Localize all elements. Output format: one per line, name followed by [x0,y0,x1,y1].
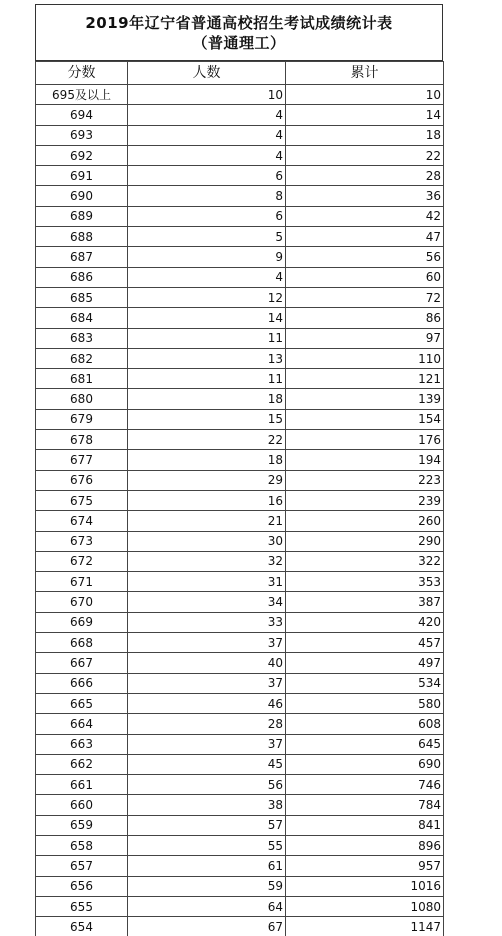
cell-score: 668 [36,633,128,653]
table-row [36,876,444,896]
table-row [36,693,444,713]
table-row [36,470,444,490]
score-table [35,61,444,936]
cell-cumulative: 14 [286,105,444,125]
cell-count: 29 [128,470,286,490]
cell-cumulative: 47 [286,227,444,247]
table-row [36,389,444,409]
cell-count: 56 [128,775,286,795]
table-row [36,531,444,551]
cell-score: 695及以上 [36,85,128,105]
cell-score: 654 [36,917,128,936]
cell-cumulative: 457 [286,633,444,653]
cell-score: 667 [36,653,128,673]
cell-score: 660 [36,795,128,815]
cell-score: 671 [36,572,128,592]
cell-cumulative: 896 [286,835,444,855]
cell-score: 661 [36,775,128,795]
cell-count: 38 [128,795,286,815]
cell-count: 37 [128,673,286,693]
cell-count: 11 [128,328,286,348]
cell-count: 46 [128,693,286,713]
table-row [36,856,444,876]
table-row [36,267,444,287]
cell-cumulative: 22 [286,145,444,165]
cell-count: 64 [128,896,286,916]
table-row [36,592,444,612]
cell-count: 9 [128,247,286,267]
cell-score: 690 [36,186,128,206]
table-row [36,125,444,145]
cell-score: 669 [36,612,128,632]
cell-count: 32 [128,551,286,571]
cell-cumulative: 353 [286,572,444,592]
cell-cumulative: 497 [286,653,444,673]
cell-cumulative: 110 [286,348,444,368]
cell-count: 4 [128,267,286,287]
table-row [36,450,444,470]
table-row [36,815,444,835]
cell-count: 21 [128,511,286,531]
table-row [36,430,444,450]
cell-count: 45 [128,754,286,774]
cell-cumulative: 10 [286,85,444,105]
page-subtitle: （普通理工） [192,33,285,53]
table-row [36,308,444,328]
table-row [36,328,444,348]
cell-count: 55 [128,835,286,855]
cell-score: 666 [36,673,128,693]
cell-score: 677 [36,450,128,470]
cell-count: 15 [128,409,286,429]
cell-count: 18 [128,450,286,470]
table-row [36,409,444,429]
cell-cumulative: 420 [286,612,444,632]
table-row [36,775,444,795]
cell-count: 67 [128,917,286,936]
cell-cumulative: 1080 [286,896,444,916]
table-row [36,572,444,592]
cell-cumulative: 86 [286,308,444,328]
table-row [36,612,444,632]
cell-count: 30 [128,531,286,551]
cell-cumulative: 28 [286,166,444,186]
table-row [36,754,444,774]
cell-count: 34 [128,592,286,612]
cell-cumulative: 72 [286,287,444,307]
cell-cumulative: 139 [286,389,444,409]
cell-score: 687 [36,247,128,267]
cell-count: 10 [128,85,286,105]
table-row [36,247,444,267]
cell-cumulative: 290 [286,531,444,551]
cell-count: 11 [128,369,286,389]
cell-score: 655 [36,896,128,916]
table-row [36,917,444,936]
cell-score: 689 [36,206,128,226]
table-row [36,673,444,693]
title-block [35,4,443,61]
cell-score: 663 [36,734,128,754]
table-row [36,734,444,754]
cell-cumulative: 176 [286,430,444,450]
cell-count: 4 [128,125,286,145]
table-row [36,653,444,673]
cell-cumulative: 784 [286,795,444,815]
cell-count: 14 [128,308,286,328]
cell-score: 670 [36,592,128,612]
cell-score: 658 [36,835,128,855]
cell-score: 657 [36,856,128,876]
table-row [36,348,444,368]
score-sheet [35,4,443,936]
table-row [36,227,444,247]
table-row [36,166,444,186]
table-body [36,85,444,936]
cell-cumulative: 841 [286,815,444,835]
cell-score: 676 [36,470,128,490]
cell-score: 664 [36,714,128,734]
cell-cumulative: 645 [286,734,444,754]
table-row [36,145,444,165]
table-row [36,186,444,206]
cell-cumulative: 1016 [286,876,444,896]
cell-count: 61 [128,856,286,876]
cell-count: 8 [128,186,286,206]
table-row [36,511,444,531]
cell-count: 6 [128,166,286,186]
cell-cumulative: 260 [286,511,444,531]
table-row [36,835,444,855]
cell-score: 693 [36,125,128,145]
cell-count: 5 [128,227,286,247]
cell-score: 672 [36,551,128,571]
cell-count: 22 [128,430,286,450]
cell-cumulative: 1147 [286,917,444,936]
cell-cumulative: 608 [286,714,444,734]
table-row [36,896,444,916]
cell-cumulative: 690 [286,754,444,774]
cell-score: 691 [36,166,128,186]
table-row [36,551,444,571]
table-row [36,206,444,226]
table-row [36,369,444,389]
cell-cumulative: 194 [286,450,444,470]
cell-count: 4 [128,105,286,125]
cell-cumulative: 42 [286,206,444,226]
cell-cumulative: 223 [286,470,444,490]
cell-score: 694 [36,105,128,125]
table-row [36,105,444,125]
cell-cumulative: 387 [286,592,444,612]
cell-score: 675 [36,490,128,510]
table-row [36,714,444,734]
cell-count: 59 [128,876,286,896]
table-row [36,490,444,510]
cell-count: 28 [128,714,286,734]
cell-cumulative: 97 [286,328,444,348]
cell-count: 18 [128,389,286,409]
cell-score: 682 [36,348,128,368]
cell-score: 678 [36,430,128,450]
table-row [36,85,444,105]
cell-score: 688 [36,227,128,247]
cell-cumulative: 60 [286,267,444,287]
cell-cumulative: 56 [286,247,444,267]
cell-cumulative: 239 [286,490,444,510]
cell-count: 40 [128,653,286,673]
cell-cumulative: 580 [286,693,444,713]
cell-score: 681 [36,369,128,389]
cell-cumulative: 36 [286,186,444,206]
cell-score: 665 [36,693,128,713]
cell-score: 680 [36,389,128,409]
cell-score: 692 [36,145,128,165]
cell-count: 12 [128,287,286,307]
cell-count: 16 [128,490,286,510]
cell-cumulative: 121 [286,369,444,389]
table-header-row [36,62,444,85]
cell-cumulative: 154 [286,409,444,429]
cell-count: 37 [128,734,286,754]
cell-score: 685 [36,287,128,307]
cell-count: 6 [128,206,286,226]
header-count: 人数 [128,62,286,85]
cell-cumulative: 322 [286,551,444,571]
cell-score: 673 [36,531,128,551]
cell-cumulative: 746 [286,775,444,795]
cell-score: 686 [36,267,128,287]
cell-score: 684 [36,308,128,328]
cell-count: 33 [128,612,286,632]
header-score: 分数 [36,62,128,85]
table-row [36,795,444,815]
table-row [36,287,444,307]
cell-score: 662 [36,754,128,774]
cell-score: 674 [36,511,128,531]
cell-score: 656 [36,876,128,896]
cell-count: 31 [128,572,286,592]
cell-cumulative: 534 [286,673,444,693]
cell-score: 683 [36,328,128,348]
header-cumulative: 累计 [286,62,444,85]
cell-count: 57 [128,815,286,835]
cell-count: 13 [128,348,286,368]
cell-count: 4 [128,145,286,165]
cell-score: 659 [36,815,128,835]
cell-score: 679 [36,409,128,429]
page-title: 2019年辽宁省普通高校招生考试成绩统计表 [85,13,392,33]
cell-cumulative: 957 [286,856,444,876]
table-row [36,633,444,653]
cell-cumulative: 18 [286,125,444,145]
cell-count: 37 [128,633,286,653]
